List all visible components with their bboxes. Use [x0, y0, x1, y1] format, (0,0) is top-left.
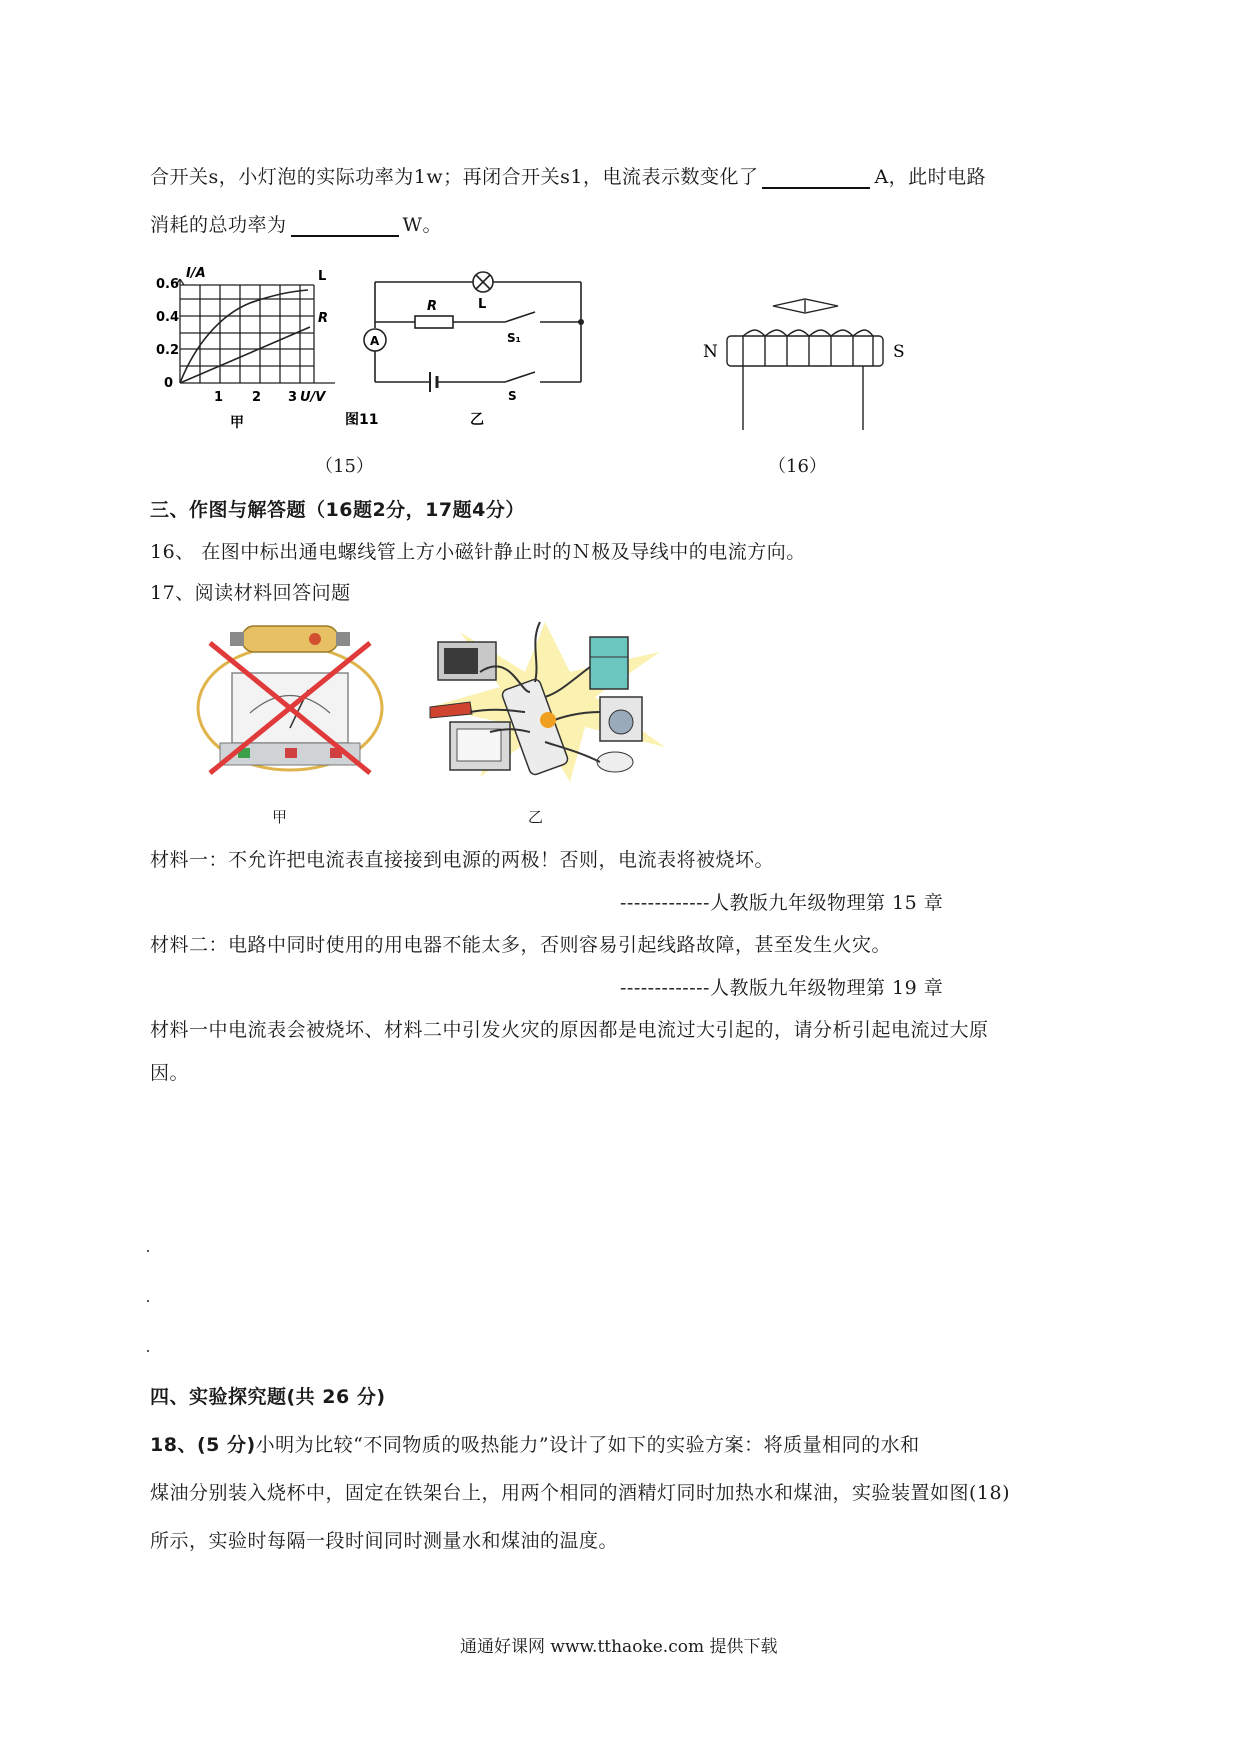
q15-line1-b: A，此时电路 — [874, 166, 987, 188]
ammeter-label: A — [370, 334, 380, 348]
lamp-label: L — [478, 297, 487, 312]
material-2: 材料二：电路中同时使用的用电器不能太多，否则容易引起线路故障，甚至发生火灾。 — [150, 934, 892, 956]
graph-label: 甲 — [230, 415, 244, 431]
y-tick-04: 0.4 — [156, 310, 180, 325]
q15-line1 — [150, 162, 986, 189]
y-tick-06: 0.6 — [156, 277, 180, 292]
dot-mark — [147, 1250, 149, 1252]
circuit-diagram — [345, 262, 600, 437]
q15-blank-power[interactable] — [291, 215, 399, 237]
q15-blank-current[interactable] — [762, 167, 870, 189]
x-tick-1: 1 — [214, 390, 224, 405]
q16-text: 16、 在图中标出通电螺线管上方小磁针静止时的Ｎ极及导线中的电流方向。 — [150, 541, 806, 563]
x-tick-2: 2 — [252, 390, 262, 405]
y-tick-02: 0.2 — [156, 343, 180, 358]
material-1: 材料一：不允许把电流表直接接到电源的两极！否则，电流表将被烧坏。 — [150, 849, 775, 871]
x-tick-3: 3 — [288, 390, 298, 405]
switch-label: S — [508, 389, 517, 403]
caption-15: （15） — [315, 456, 374, 477]
curve-r-label: R — [318, 311, 329, 326]
q17-question-line2: 因。 — [150, 1062, 190, 1084]
fig17-label-b: 乙 — [528, 808, 544, 826]
material-1-source: -------------人教版九年级物理第 15 章 — [620, 892, 944, 914]
pole-n-label: N — [703, 342, 718, 362]
curve-l-label: L — [318, 269, 327, 284]
y-tick-0: 0 — [164, 376, 174, 391]
q15-line2-a: 消耗的总功率为 — [150, 214, 287, 236]
dot-mark — [147, 1300, 149, 1302]
q18-line3: 所示，实验时每隔一段时间同时测量水和煤油的温度。 — [150, 1530, 619, 1552]
q18-number: 18、(5 分) — [150, 1434, 256, 1456]
q15-line2-b: W。 — [402, 214, 443, 236]
fig11-label: 图11 — [345, 412, 379, 428]
iu-graph — [150, 265, 340, 435]
resistor-label: R — [427, 299, 438, 314]
q18-line2: 煤油分别装入烧杯中，固定在铁架台上，用两个相同的酒精灯同时加热水和煤油，实验装置如图(18) — [150, 1482, 1011, 1504]
section3-heading: 三、作图与解答题（16题2分，17题4分） — [150, 499, 525, 521]
material-2-source: -------------人教版九年级物理第 19 章 — [620, 977, 944, 999]
solenoid-figure — [695, 290, 915, 435]
fig17-label-a: 甲 — [272, 808, 288, 826]
y-axis-label: I/A — [186, 266, 206, 281]
dot-mark — [147, 1350, 149, 1352]
ammeter-illustration — [190, 618, 390, 783]
footer-text: 通通好课网 www.tthaoke.com 提供下载 — [460, 1637, 778, 1657]
q17-question-line1: 材料一中电流表会被烧坏、材料二中引发火灾的原因都是电流过大引起的，请分析引起电流过大原 — [150, 1019, 989, 1041]
overload-illustration — [420, 612, 670, 787]
x-axis-label: U/V — [300, 390, 326, 405]
q18-line1 — [150, 1430, 920, 1457]
q17-text: 17、阅读材料回答问题 — [150, 582, 351, 604]
switch1-label: S₁ — [507, 331, 521, 345]
circuit-label: 乙 — [470, 412, 484, 428]
section4-heading: 四、实验探究题(共 26 分) — [150, 1386, 386, 1408]
pole-s-label: S — [893, 342, 905, 362]
q18-text-1: 小明为比较“不同物质的吸热能力”设计了如下的实验方案：将质量相同的水和 — [255, 1434, 920, 1456]
q15-line1-a: 合开关s，小灯泡的实际功率为1w；再闭合开关s1，电流表示数变化了 — [150, 166, 759, 188]
caption-16: （16） — [768, 456, 827, 477]
q15-line2 — [150, 210, 442, 237]
